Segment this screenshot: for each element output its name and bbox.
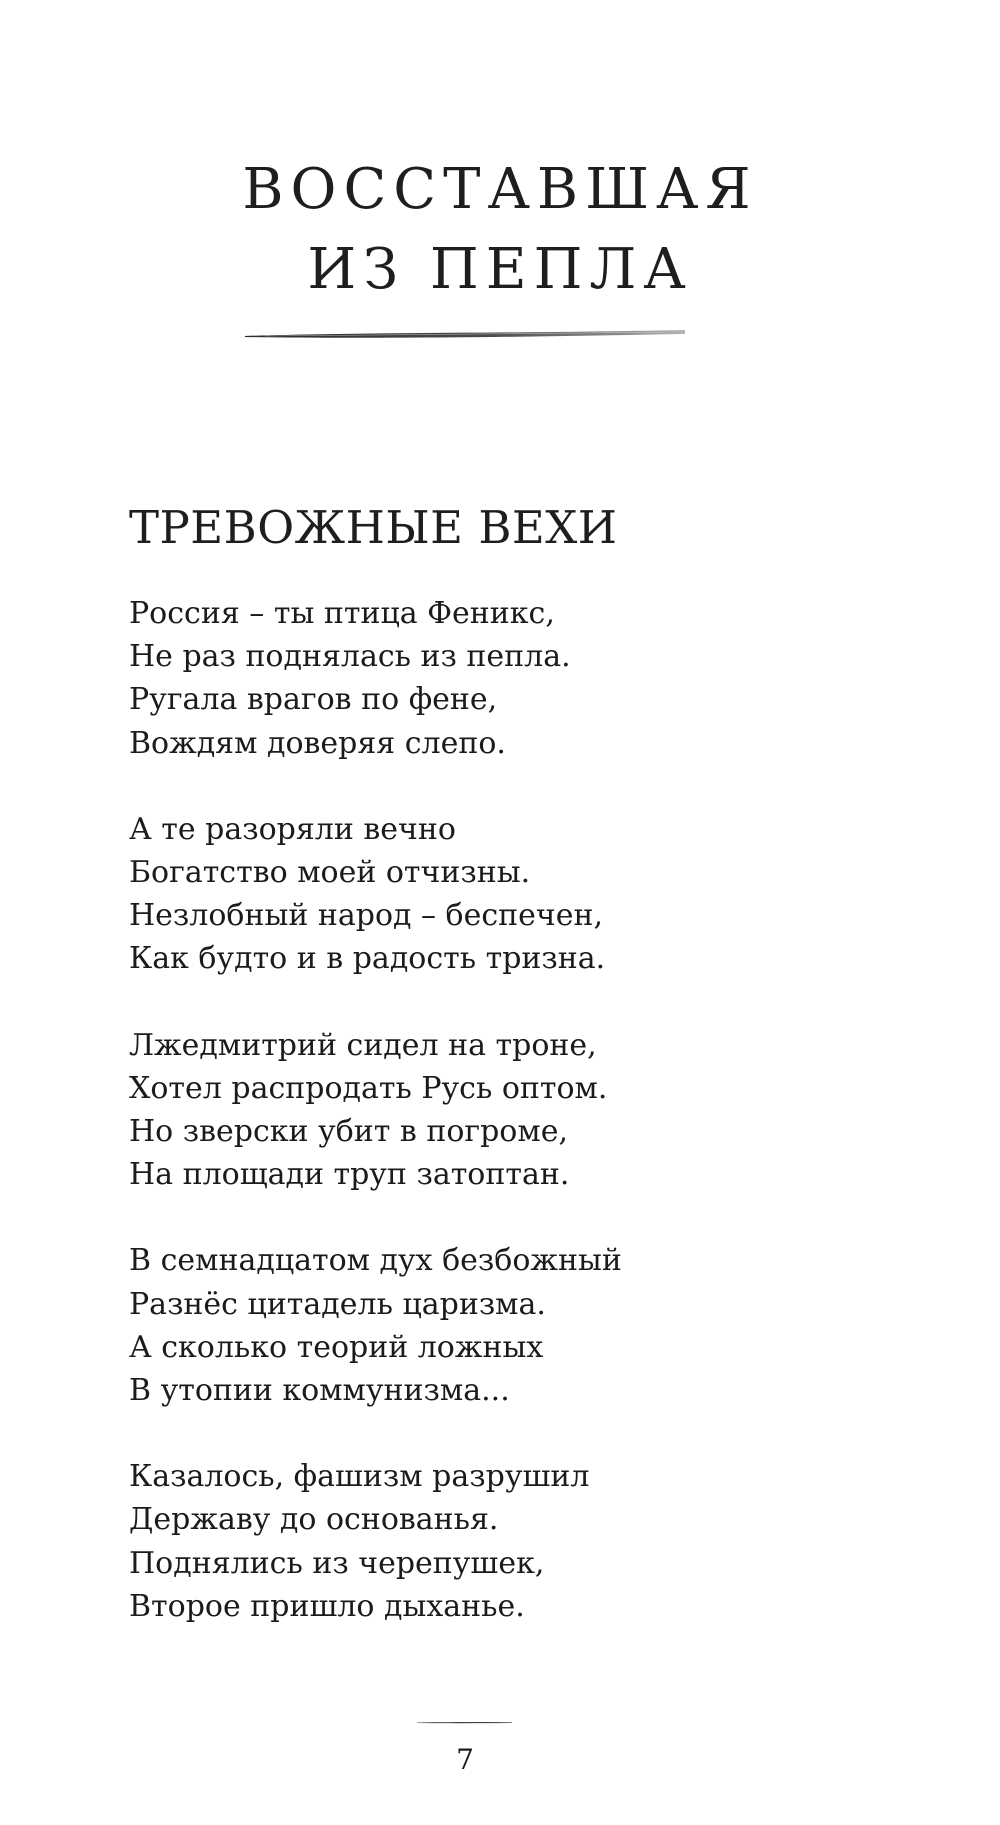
stanza <box>129 1024 949 1197</box>
poem-line: Вождям доверяя слепо. <box>129 725 506 761</box>
poem-line: Россия – ты птица Феникс, <box>129 596 555 631</box>
poem-line: Незлобный народ – беспечен, <box>129 898 604 934</box>
poem-line: Но зверски убит в погроме, <box>129 1114 568 1150</box>
page-number: 7 <box>456 1743 474 1776</box>
poem-line: А сколько теорий ложных <box>129 1329 544 1365</box>
poem-line: Второе пришло дыханье. <box>129 1588 525 1624</box>
poem-line: Разнёс цитадель царизма. <box>129 1286 546 1322</box>
poem-line: В семнадцатом дух безбожный <box>129 1243 622 1279</box>
poem-line: Как будто и в радость тризна. <box>129 941 606 977</box>
stanza <box>129 592 949 765</box>
section-title-line-1: ВОССТАВШАЯ <box>242 157 758 222</box>
poem-line: Поднялись из черепушек, <box>129 1545 545 1581</box>
poem-line: Не раз поднялась из пепла. <box>129 639 571 675</box>
poem-line: А те разоряли вечно <box>129 811 456 847</box>
poem-line: Лжедмитрий сидел на троне, <box>129 1027 597 1063</box>
stanza <box>129 1455 949 1628</box>
poem-line: На площади труп затоптан. <box>129 1157 570 1193</box>
section-title-line-2: ИЗ ПЕПЛА <box>307 237 693 302</box>
section-title <box>0 150 1000 310</box>
footer-divider <box>417 1721 512 1724</box>
brush-stroke-divider <box>245 328 685 342</box>
poem-line: Богатство моей отчизны. <box>129 855 531 891</box>
stanza <box>129 1239 949 1412</box>
poem-line: В утопии коммунизма... <box>129 1373 510 1409</box>
poem-line: Ругала врагов по фене, <box>129 682 498 718</box>
poem-title: ТРЕВОЖНЫЕ ВЕХИ <box>129 501 618 554</box>
stanza <box>129 808 949 981</box>
poem-line: Державу до основанья. <box>129 1502 499 1538</box>
poem-line: Казалось, фашизм разрушил <box>129 1459 590 1495</box>
poem-body <box>129 592 949 1671</box>
poem-line: Хотел распродать Русь оптом. <box>129 1070 608 1106</box>
